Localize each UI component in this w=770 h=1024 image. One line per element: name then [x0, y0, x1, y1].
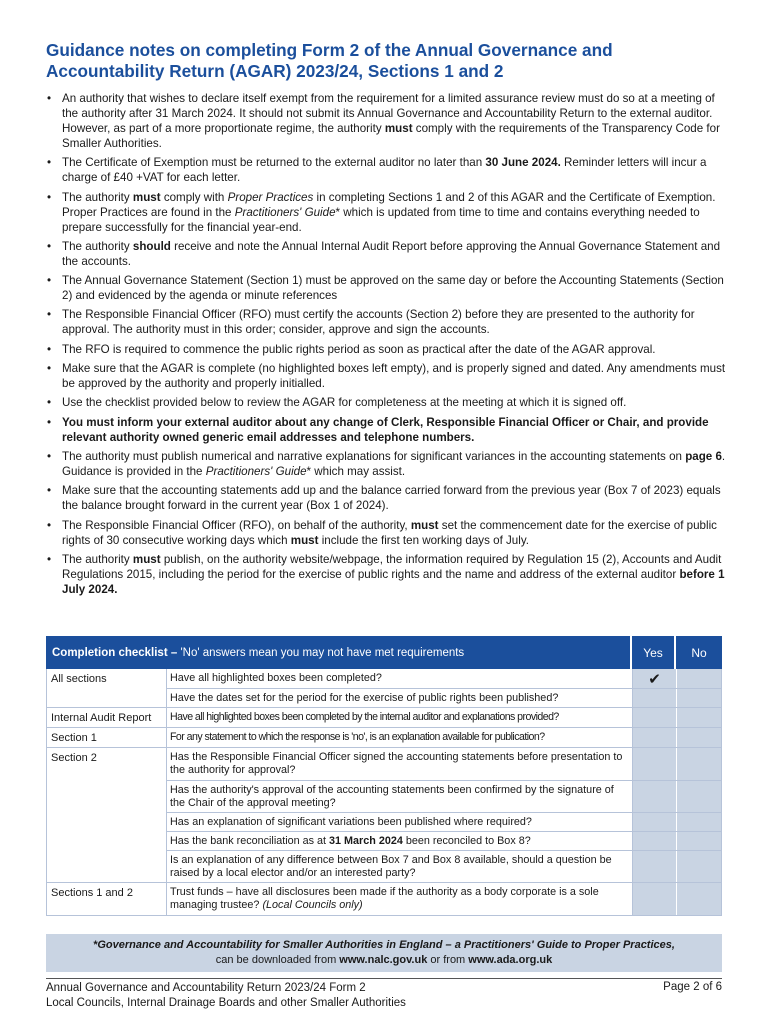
text-run: must [410, 518, 439, 532]
yes-checkbox[interactable]: ✔ [633, 669, 677, 688]
guidance-bullet [46, 395, 726, 410]
guidance-bullet [46, 91, 726, 151]
checklist-row [167, 748, 721, 780]
text-run: 30 June 2024. [485, 156, 561, 170]
no-checkbox[interactable] [677, 883, 721, 915]
text-run: The RFO is required to commence the public rights period as soon as practical after the date of the AGAR approval. [62, 342, 656, 356]
checklist-question [167, 883, 633, 915]
text-run: page 6 [685, 449, 722, 463]
text-run: Has the bank reconciliation as at [170, 834, 330, 847]
yes-checkbox[interactable] [633, 728, 677, 747]
text-run: Have the dates set for the period for the exercise of public rights been published? [170, 691, 559, 704]
checklist-row [167, 883, 721, 915]
checklist-question [167, 781, 633, 812]
checklist-section-label: Section 1 [47, 728, 167, 747]
text-run: been reconciled to Box 8? [402, 834, 531, 847]
ada-link[interactable]: www.ada.org.uk [468, 954, 553, 966]
text-run: * which may assist. [306, 464, 406, 478]
text-run: Proper Practices [227, 190, 314, 204]
checklist-row [167, 669, 721, 688]
text-run: Make sure that the AGAR is complete (no highlighted boxes left empty), and is properly signed and dated. Any amendments must be approved by the authority and properly initialled. [62, 362, 726, 391]
yes-checkbox[interactable] [633, 748, 677, 780]
text-run: An authority that wishes to declare itself exempt from the requirement for a limited assurance review must do so at a meeting of the authority after 31 March 2024. It should not submit its Annual Governance and Accountability Return to the external auditor. However, as part of a more proportionate regime, the authority [62, 92, 715, 135]
text-run: Practitioners' Guide [234, 205, 336, 219]
no-checkbox[interactable] [677, 728, 721, 747]
text-run: The Responsible Financial Officer (RFO) must certify the accounts (Section 2) before they are presented to the authority for approval. The authority must in this order; consider, approve and sign the accounts. [62, 308, 695, 337]
text-run: must [132, 190, 161, 204]
no-checkbox[interactable] [677, 813, 721, 831]
no-checkbox[interactable] [677, 832, 721, 850]
guidance-bullet [46, 307, 726, 337]
checklist-row [167, 831, 721, 850]
text-run: The authority [62, 552, 133, 566]
text-run: The authority [62, 190, 133, 204]
checklist-section [47, 747, 721, 882]
guidance-bullet [46, 449, 726, 479]
text-run: in completing Sections 1 and 2 of this AGAR and the Certificate of Exemption. Proper Practices are found in the [62, 190, 716, 219]
text-run: . Guidance is provided in the [62, 449, 726, 478]
text-run: Is an explanation of any difference between Box 7 and Box 8 available, should a question be raised by a local elector and/or an interested party? [170, 853, 612, 879]
yes-checkbox[interactable] [633, 708, 677, 727]
checklist-question [167, 728, 633, 747]
yes-checkbox[interactable] [633, 851, 677, 882]
checklist-question [167, 748, 633, 780]
footer-form-title: Annual Governance and Accountability Return 2023/24 Form 2 [46, 982, 366, 994]
text-run: (Local Councils only) [262, 899, 363, 911]
checklist-question [167, 851, 633, 882]
footer-divider [46, 978, 722, 979]
guidance-bullet [46, 155, 726, 185]
yes-checkbox[interactable] [633, 813, 677, 831]
checklist-section [47, 707, 721, 727]
checklist-section-label: Internal Audit Report [47, 708, 167, 727]
guidance-bullet [46, 239, 726, 269]
page-number: Page 2 of 6 [663, 981, 722, 993]
yes-checkbox[interactable] [633, 781, 677, 812]
text-run: Make sure that the accounting statements add up and the balance carried forward from the previous year (Box 7 of 2023) equals the balance brought forward in the current year (Box 1 of 2024). [62, 484, 721, 513]
text-run: must [290, 533, 319, 547]
text-run: The Responsible Financial Officer (RFO), on behalf of the authority, [62, 518, 411, 532]
nalc-link[interactable]: www.nalc.gov.uk [339, 954, 428, 966]
text-run: You must inform your external auditor about any change of Clerk, Responsible Financial Officer or Chair, and provide relevant authority owned generic email addresses and telephone numbers. [62, 415, 709, 444]
text-run: comply with [160, 190, 228, 204]
text-run: Has the Responsible Financial Officer signed the accounting statements before presentation to the authority for approval? [170, 751, 623, 776]
footnote-text: can be downloaded from [215, 954, 340, 966]
text-run: Has an explanation of significant variations been published where required? [170, 815, 532, 828]
footer-document-info [46, 981, 406, 1011]
text-run: The Certificate of Exemption must be returned to the external auditor no later than [62, 156, 486, 170]
no-checkbox[interactable] [677, 689, 721, 707]
yes-checkbox[interactable] [633, 689, 677, 707]
text-run: receive and note the Annual Internal Audit Report before approving the Annual Governance Statement and the accounts. [62, 239, 721, 268]
text-run: Practitioners' Guide [205, 464, 307, 478]
guidance-bullet [46, 415, 726, 445]
text-run: Use the checklist provided below to review the AGAR for completeness at the meeting at which it is signed off. [62, 396, 627, 410]
checklist-section-label: Sections 1 and 2 [47, 883, 167, 915]
checklist-row [167, 708, 721, 727]
checklist-section-label: All sections [47, 669, 167, 707]
yes-checkbox[interactable] [633, 883, 677, 915]
checklist-row [167, 850, 721, 882]
footnote-guide-title: *Governance and Accountability for Smaller Authorities in England – a Practitioners' Guide to Proper Practices, [93, 939, 675, 951]
text-run: The Annual Governance Statement (Section 1) must be approved on the same day or before the Accounting Statements (Section 2) and evidenced by the agenda or minute references [62, 274, 724, 303]
checklist-row [167, 728, 721, 747]
guidance-bullet [46, 273, 726, 303]
footer-authority-type: Local Councils, Internal Drainage Boards and other Smaller Authorities [46, 997, 406, 1009]
text-run: The authority [62, 239, 133, 253]
checklist-row [167, 688, 721, 707]
checklist-header [46, 636, 722, 669]
completion-checklist [46, 636, 722, 916]
text-run: Trust funds – have all disclosures been made if the authority as a body corporate is a sole managing trustee? [170, 886, 599, 911]
no-column-header: No [676, 636, 722, 669]
text-run: set the commencement date for the exercise of public rights of 30 consecutive working days which [62, 518, 717, 547]
checklist-header-text: 'No' answers mean you may not have met requirements [177, 646, 465, 659]
text-run: before 1 July 2024. [62, 567, 725, 596]
text-run: Has the authority's approval of the accounting statements been confirmed by the signature of the Chair of the approval meeting? [170, 783, 614, 809]
text-run: must [384, 122, 413, 135]
checklist-question [167, 813, 633, 831]
checklist-question [167, 708, 633, 727]
checklist-body [46, 669, 722, 916]
text-run: Reminder letters will incur a charge of £40 +VAT for each letter. [62, 156, 707, 185]
text-run: 31 March 2024 [329, 834, 403, 847]
guidance-bullet [46, 190, 726, 235]
guidance-bullet [46, 361, 726, 391]
checklist-question [167, 689, 633, 707]
footnote-text-mid: or from [427, 954, 469, 966]
yes-checkbox[interactable] [633, 832, 677, 850]
no-checkbox[interactable] [677, 748, 721, 780]
page-title: Guidance notes on completing Form 2 of the Annual Governance and Accountability Return (AGAR) 2023/24, Sections 1 and 2 [46, 40, 613, 81]
checklist-header-title [46, 636, 632, 669]
checklist-section [47, 727, 721, 747]
text-run: Have all highlighted boxes been completed? [170, 672, 382, 684]
checklist-question [167, 669, 633, 688]
text-run: For any statement to which the response is 'no', is an explanation available for publication? [170, 731, 545, 743]
footnote-box [46, 934, 722, 972]
no-checkbox[interactable] [677, 851, 721, 882]
checklist-question [167, 832, 633, 850]
text-run: comply with the requirements of the Transparency Code for Smaller Authorities. [62, 122, 720, 150]
checklist-section [47, 882, 721, 915]
text-run: include the first ten working days of July. [318, 533, 529, 547]
text-run: must [132, 552, 161, 566]
checklist-section-label: Section 2 [47, 748, 167, 882]
no-checkbox[interactable] [677, 708, 721, 727]
checklist-section [47, 669, 721, 707]
guidance-bullet [46, 518, 726, 548]
no-checkbox[interactable] [677, 669, 721, 688]
guidance-bullet [46, 552, 726, 597]
text-run: The authority must publish numerical and narrative explanations for significant variances in the accounting statements on [62, 449, 686, 463]
text-run: Have all highlighted boxes been completed by the internal auditor and explanations provided? [170, 711, 559, 723]
text-run: should [132, 239, 171, 253]
guidance-bullet [46, 342, 726, 357]
checklist-header-bold: Completion checklist – [52, 646, 178, 659]
checklist-row [167, 812, 721, 831]
yes-column-header: Yes [632, 636, 676, 669]
text-run: publish, on the authority website/webpage, the information required by Regulation 15 (2), Accounts and Audit Regulations 2015, including the period for the exercise of public rights and the name and address of the external auditor [62, 552, 722, 581]
guidance-bullet-list [46, 91, 726, 601]
guidance-bullet [46, 483, 726, 513]
checklist-row [167, 780, 721, 812]
text-run: * which is updated from time to time and contains everything needed to prepare successfully for the financial year-end. [62, 205, 700, 234]
no-checkbox[interactable] [677, 781, 721, 812]
